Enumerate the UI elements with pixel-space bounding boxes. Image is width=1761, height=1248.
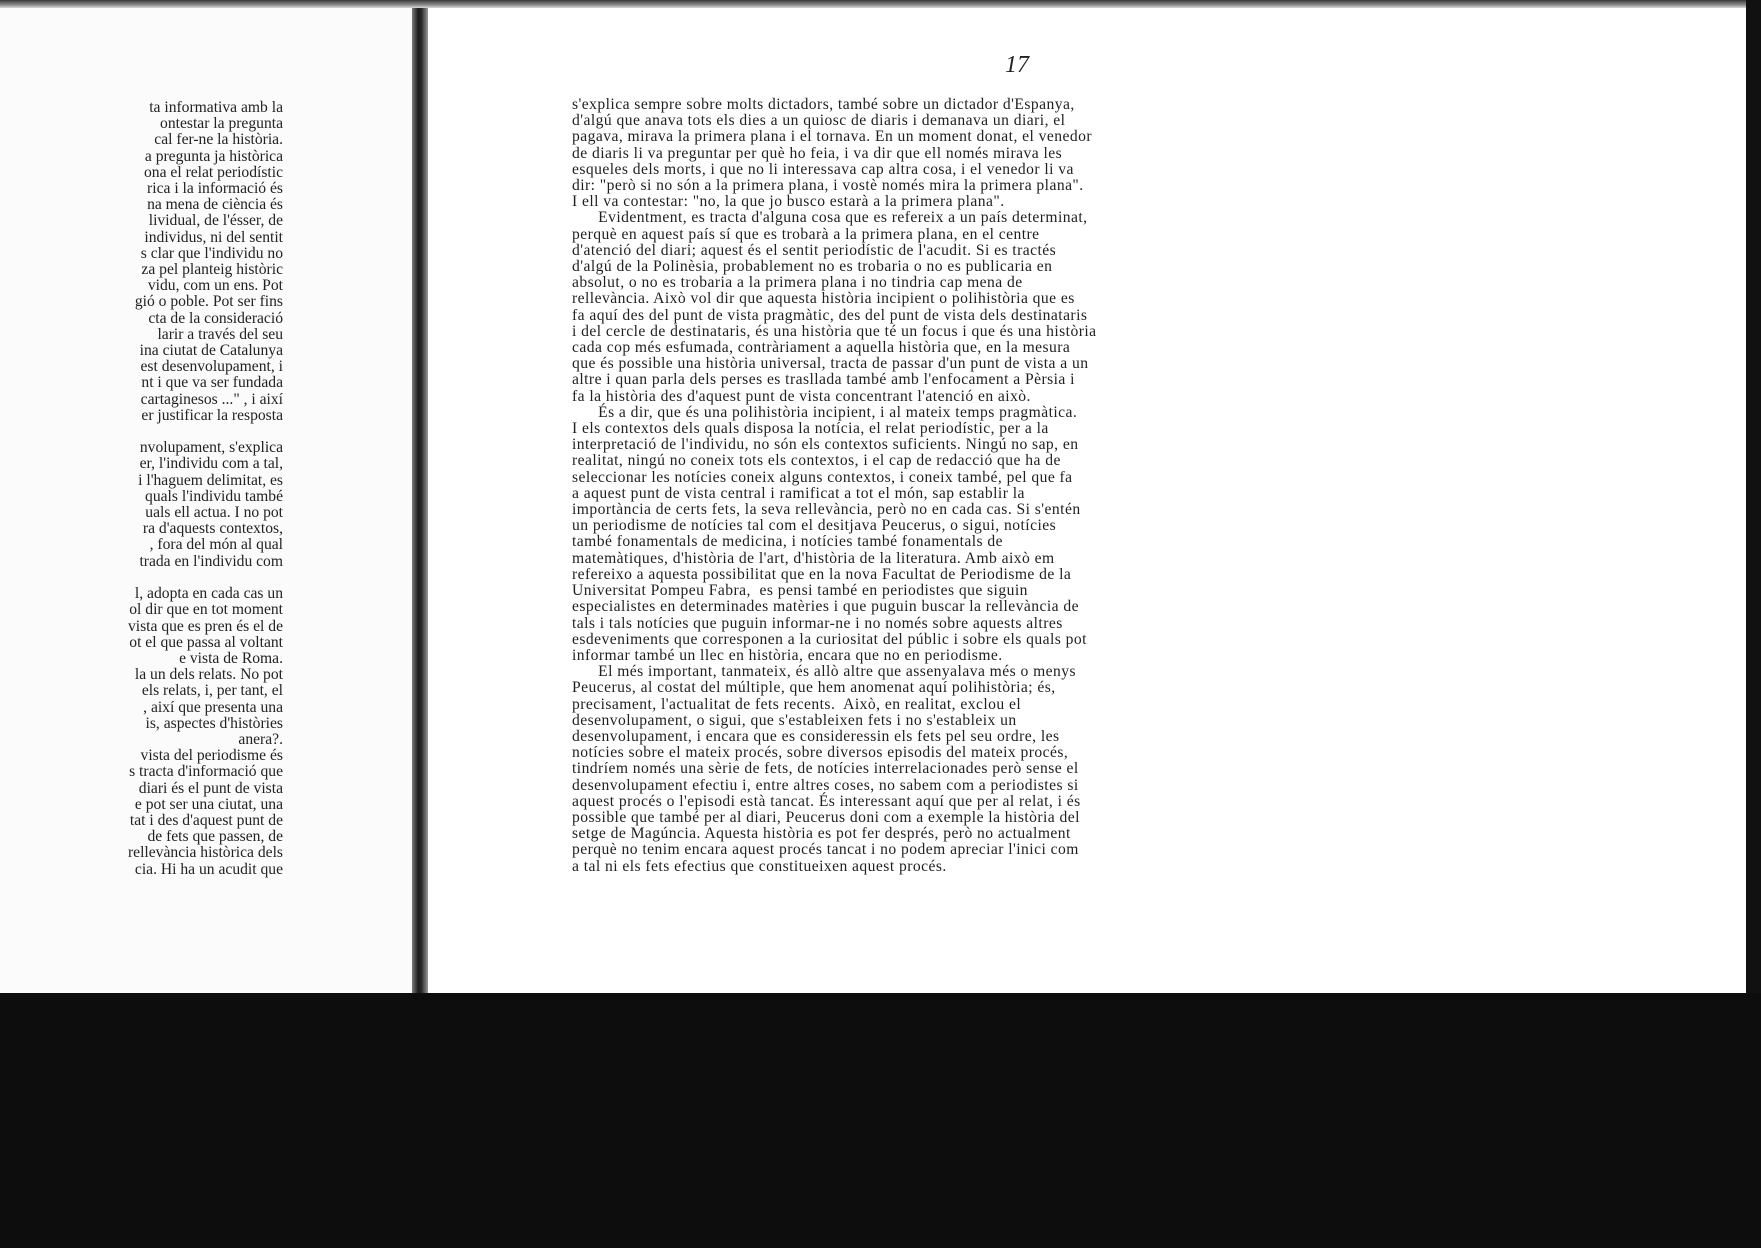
left-page-line: ona el relat periodístic: [144, 163, 283, 181]
page-number: 17: [1005, 52, 1029, 78]
text-line: d'atenció del diari; aquest és el sentit periodístic de l'acudit. Si es tractés: [572, 241, 1057, 259]
text-line: desenvolupament, i encara que es consideressin els fets pel seu ordre, les: [572, 727, 1060, 745]
text-line: realitat, ningú no coneix tots els contextos, i el cap de redacció que ha de: [572, 452, 1061, 470]
left-page-line: rellevància històrica dels: [127, 844, 283, 862]
text-line: que és possible una història universal, tracta de passar d'un punt de vista a un: [572, 355, 1089, 373]
text-line: I ell va contestar: "no, la que jo busco estarà a la primera plana".: [572, 193, 1005, 211]
text-line: esqueles dels morts, i que no li interessava cap altra cosa, i el venedor li va: [572, 160, 1074, 178]
text-line: fa la història des d'aquest punt de vista concentrant l'atenció en això.: [572, 387, 1031, 405]
text-line: d'algú de la Polinèsia, probablement no es trobaria o no es publicaria en: [572, 258, 1053, 276]
left-page-line: rica i la informació és: [147, 180, 283, 198]
left-page-line: a pregunta ja històrica: [144, 147, 283, 165]
text-line: I els contextos dels quals disposa la notícia, el relat periodístic, per a la: [572, 420, 1049, 438]
left-page-line: e pot ser una ciutat, una: [134, 795, 283, 813]
left-page-line: is, aspectes d'històries: [145, 714, 283, 732]
left-page-line: tat i des d'aquest punt de: [129, 811, 283, 829]
left-page-line: ina ciutat de Catalunya: [139, 342, 283, 360]
left-page-line: na mena de ciència és: [147, 196, 283, 214]
left-page-line: [0, 424, 283, 440]
left-page-line: nt i que va ser fundada: [141, 374, 283, 392]
left-page-line: quals l'individu també: [145, 487, 283, 505]
left-page-line: la un dels relats. No pot: [134, 666, 283, 684]
left-page-line: ta informativa amb la: [149, 99, 283, 116]
text-line: El més important, tanmateix, és allò altre que assenyalava més o menys: [572, 663, 1077, 681]
text-line: notícies sobre el mateix procés, sobre diversos episodis del mateix procés,: [572, 744, 1069, 762]
left-page-line: s tracta d'informació que: [129, 763, 283, 781]
text-line: aquest procés o l'episodi està tancat. És interessant aquí que per al relat, i és: [572, 792, 1081, 810]
text-line: tindríem només una sèrie de fets, de notícies interrelacionades però sense el: [572, 760, 1079, 778]
left-page-line: cia. Hi ha un acudit que: [134, 860, 283, 878]
left-page-line: anera?.: [238, 730, 283, 748]
left-page-line: vista del periodisme és: [140, 747, 283, 765]
text-line: rellevància. Això vol dir que aquesta història incipient o polihistòria que es: [572, 290, 1075, 308]
text-line: especialistes en determinades matèries i que puguin buscar la rellevància de: [572, 598, 1080, 616]
text-line: interpretació de l'individu, no són els contextos suficients. Ningú no sap, en: [572, 436, 1079, 454]
text-line: fa aquí des del punt de vista pragmàtic, des del punt de vista dels destinataris: [572, 306, 1088, 324]
text-line: precisament, l'actualitat de fets recents. Això, en realitat, exclou el: [572, 695, 1022, 713]
text-line: altre i quan parla dels perses es trasllada també amb l'enfocament a Pèrsia i: [572, 371, 1075, 389]
text-line: desenvolupament efectiu i, entre altres coses, no sabem com a periodistes si: [572, 776, 1079, 794]
text-line: esdeveniments que corresponen a la curiositat del públic i sobre els quals pot: [572, 630, 1087, 648]
left-page-line: , fora del món al qual: [149, 536, 283, 554]
text-line: setge de Magúncia. Aquesta història es pot fer després, però no actualment: [572, 825, 1071, 843]
scanner-top-edge: [0, 0, 1761, 8]
text-line: Universitat Pompeu Fabra, es pensi també en periodistes que siguin: [572, 582, 1028, 600]
left-page: [0, 8, 412, 993]
text-line: importància de certs fets, la seva rellevància, però no en cada cas. Si s'entén: [572, 501, 1081, 519]
left-page-line: e vista de Roma.: [179, 649, 283, 667]
text-line: refereixo a aquesta possibilitat que en la nova Facultat de Periodisme de la: [572, 565, 1072, 583]
left-page-line: za pel planteig històric: [141, 261, 283, 279]
left-page-line: larir a través del seu: [157, 325, 283, 343]
left-page-line: s clar que l'individu no: [140, 244, 283, 262]
text-line: a aquest punt de vista central i ramificat a tot el món, sap establir la: [572, 484, 1025, 502]
left-page-line: [0, 570, 283, 586]
text-line: Peucerus, al costat del múltiple, que hem anomenat aquí polihistòria; és,: [572, 679, 1056, 697]
left-page-line: diari és el punt de vista: [138, 779, 283, 797]
left-page-line: de fets que passen, de: [147, 828, 283, 846]
left-page-line: trada en l'individu com: [139, 552, 283, 570]
left-page-line: cal fer-ne la història.: [154, 131, 283, 149]
left-page-line: vista que es pren és el de: [127, 617, 283, 635]
book-gutter: [412, 8, 428, 993]
left-page-line: est desenvolupament, i: [140, 358, 283, 376]
left-page-line: cartaginesos ..." , i així: [140, 390, 283, 408]
text-line: pagava, mirava la primera plana i el tornava. En un moment donat, el venedor: [572, 128, 1093, 146]
left-page-line: els relats, i, per tant, el: [141, 682, 283, 700]
text-line: Evidentment, es tracta d'alguna cosa que es refereix a un país determinat,: [572, 209, 1088, 227]
text-line: seleccionar les notícies coneix alguns contextos, i coneix també, pel que fa: [572, 468, 1073, 486]
left-page-line: uals ell actua. I no pot: [145, 504, 283, 522]
text-line: matemàtiques, d'història de l'art, d'història de la literatura. Amb això em: [572, 549, 1055, 567]
left-page-line: ontestar la pregunta: [160, 115, 283, 133]
text-line: perquè en aquest país sí que es trobarà a la primera plana, en el centre: [572, 225, 1040, 243]
left-page-line: l, adopta en cada cas un: [134, 585, 283, 603]
left-page-line: i l'haguem delimitat, es: [138, 471, 283, 489]
text-line: de diaris li va preguntar per què ho feia, i va dir que ell només mirava les: [572, 144, 1063, 162]
left-page-line: ol dir que en tot moment: [129, 601, 283, 619]
text-line: i del cercle de destinataris, és una història que té un focus i que és una història: [572, 322, 1097, 340]
scanner-bed-dark-area: [0, 993, 1761, 1248]
text-line: d'algú que anava tots els dies a un quiosc de diaris i demanava un diari, el: [572, 112, 1066, 130]
left-page-line: er justificar la resposta: [141, 406, 283, 424]
text-line: s'explica sempre sobre molts dictadors, també sobre un dictador d'Espanya,: [572, 96, 1075, 113]
left-page-line: ot el que passa al voltant: [129, 633, 283, 651]
left-page-line: individus, ni del sentit: [144, 228, 283, 246]
left-page-text: [0, 100, 283, 878]
text-line: desenvolupament, o sigui, que s'estableixen fets i no s'estableix un: [572, 711, 1017, 729]
text-line: també fonamentals de medicina, i notícies també fonamentals de: [572, 533, 1004, 551]
left-page-line: cta de la consideració: [148, 309, 283, 327]
left-page-line: ra d'aquests contextos,: [142, 520, 283, 538]
text-line: absolut, o no es trobaria a la primera plana i no tindria cap mena de: [572, 274, 1023, 292]
left-page-line: vidu, com un ens. Pot: [147, 277, 283, 295]
left-page-line: er, l'individu com a tal,: [139, 455, 283, 473]
left-page-line: nvolupament, s'explica: [139, 439, 283, 457]
scanner-right-edge: [1746, 0, 1761, 1000]
text-line: És a dir, que és una polihistòria incipient, i al mateix temps pragmàtica.: [572, 403, 1078, 421]
text-line: un periodisme de notícies tal com el desitjava Peucerus, o sigui, notícies: [572, 517, 1057, 535]
text-line: a tal ni els fets efectius que constitueixen aquest procés.: [572, 857, 947, 875]
left-page-line: gió o poble. Pot ser fins: [134, 293, 283, 311]
text-line: informar també un llec en història, encara que no en periodisme.: [572, 646, 1003, 664]
text-line: cada cop més esfumada, contràriament a aquella història que, en la mesura: [572, 339, 1071, 357]
left-page-line: lividual, de l'ésser, de: [148, 212, 283, 230]
right-page-body-text: [572, 97, 1462, 875]
text-line: dir: "però si no són a la primera plana, i vostè només mira la primera plana".: [572, 177, 1084, 195]
text-line: tals i tals notícies que puguin informar-ne i no només sobre aquests altres: [572, 614, 1063, 632]
text-line: possible que també per al diari, Peucerus doni com a exemple la història del: [572, 808, 1080, 826]
left-page-line: , així que presenta una: [143, 698, 283, 716]
text-line: perquè no tenim encara aquest procés tancat i no podem apreciar l'inici com: [572, 841, 1079, 859]
